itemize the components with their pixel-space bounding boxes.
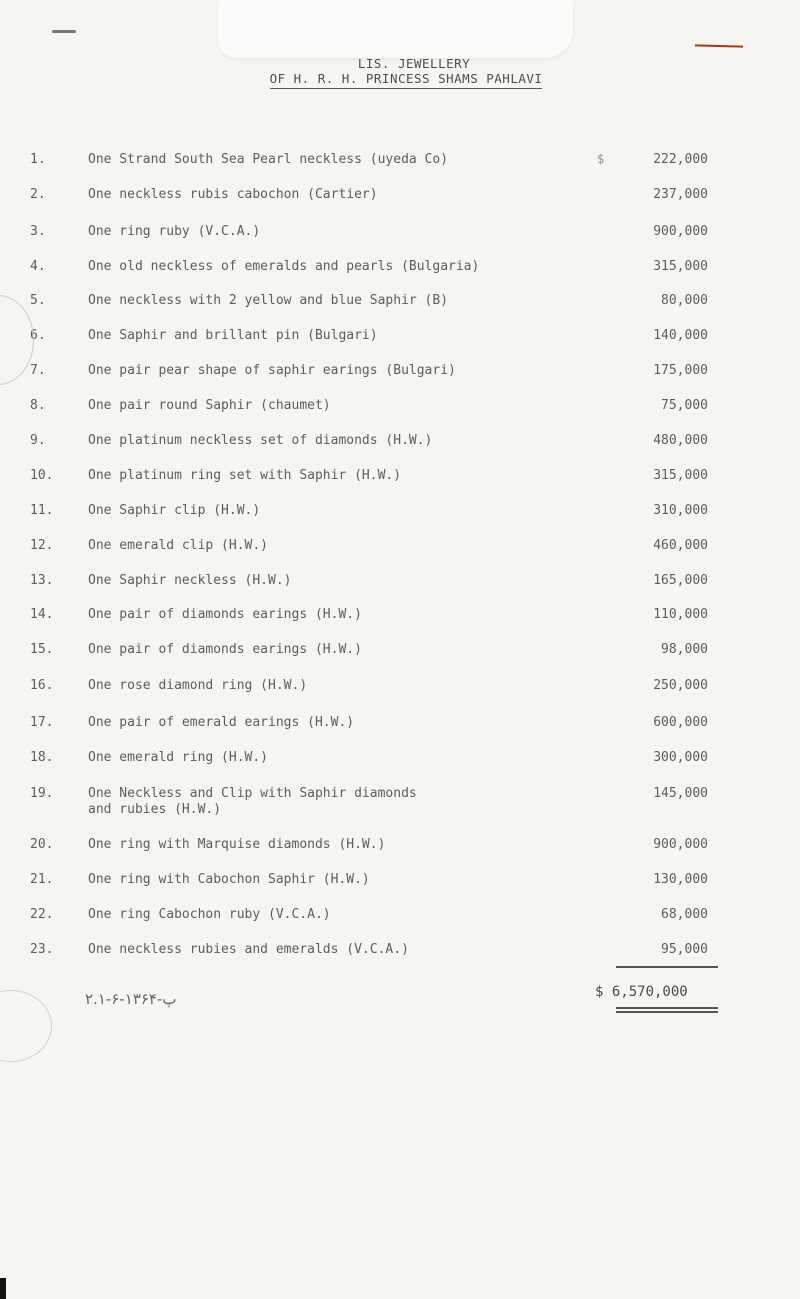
item-value: 237,000 [653, 187, 708, 202]
item-value: 80,000 [661, 293, 708, 308]
item-number: 2. [30, 187, 46, 202]
item-number: 23. [30, 942, 54, 957]
document-title-underlined: OF H. R. H. PRINCESS SHAMS PAHLAVI [270, 71, 543, 89]
item-value: 165,000 [653, 573, 708, 588]
item-value: 315,000 [653, 468, 708, 483]
item-value: 98,000 [661, 642, 708, 657]
item-description: One Saphir neckless (H.W.) [88, 573, 292, 588]
item-value: 310,000 [653, 503, 708, 518]
item-number: 21. [30, 872, 54, 887]
item-description: One emerald clip (H.W.) [88, 538, 269, 553]
punch-hole-mark [0, 295, 34, 385]
item-value: 315,000 [653, 259, 708, 274]
item-description: One platinum neckless set of diamonds (H.W.) [88, 433, 433, 448]
item-description: One Saphir and brillant pin (Bulgari) [88, 328, 378, 343]
item-number: 1. [30, 152, 46, 167]
item-value: 250,000 [653, 678, 708, 693]
item-description: One Saphir clip (H.W.) [88, 503, 261, 518]
item-description: One rose diamond ring (H.W.) [88, 678, 308, 693]
item-value: 75,000 [661, 398, 708, 413]
item-number: 14. [30, 607, 54, 622]
item-number: 10. [30, 468, 54, 483]
item-number: 18. [30, 750, 54, 765]
item-number: 12. [30, 538, 54, 553]
item-number: 8. [30, 398, 46, 413]
total-double-rule-1 [616, 1007, 718, 1009]
item-description: One pair of diamonds earings (H.W.) [88, 607, 362, 622]
item-number: 17. [30, 715, 54, 730]
item-number: 11. [30, 503, 54, 518]
grand-total: $ 6,570,000 [595, 984, 688, 1000]
item-description: One pair of emerald earings (H.W.) [88, 715, 355, 730]
item-description: One ring with Marquise diamonds (H.W.) [88, 837, 386, 852]
item-value: 300,000 [653, 750, 708, 765]
item-number: 9. [30, 433, 46, 448]
item-number: 15. [30, 642, 54, 657]
item-value: 110,000 [653, 607, 708, 622]
item-description: One neckless rubis cabochon (Cartier) [88, 187, 378, 202]
item-description: One Strand South Sea Pearl neckless (uyeda Co) [88, 152, 449, 167]
document-title-line1: LIS. JEWELLERY [357, 56, 471, 71]
item-description: One Neckless and Clip with Saphir diamonds and rubies (H.W.) [88, 786, 417, 817]
item-number: 3. [30, 224, 46, 239]
document-title-line2 [6, 71, 800, 86]
item-number: 13. [30, 573, 54, 588]
item-description: One pair round Saphir (chaumet) [88, 398, 331, 413]
item-number: 20. [30, 837, 54, 852]
item-description: One neckless with 2 yellow and blue Saphir (B) [88, 293, 449, 308]
item-number: 7. [30, 363, 46, 378]
item-number: 6. [30, 328, 46, 343]
scan-edge-mark [0, 1278, 6, 1299]
punch-hole-mark [0, 990, 52, 1062]
subtotal-rule [616, 966, 718, 968]
item-value: 900,000 [653, 837, 708, 852]
item-description: One ring Cabochon ruby (V.C.A.) [88, 907, 331, 922]
item-value: 600,000 [653, 715, 708, 730]
item-value: 130,000 [653, 872, 708, 887]
handwritten-reference-note: ۲.۱-۶-۱۳۶۴-پ [85, 990, 177, 1008]
item-description: One ring with Cabochon Saphir (H.W.) [88, 872, 370, 887]
item-value: 460,000 [653, 538, 708, 553]
item-number: 5. [30, 293, 46, 308]
item-description: One pair of diamonds earings (H.W.) [88, 642, 362, 657]
total-double-rule-2 [616, 1011, 718, 1013]
red-pen-mark [695, 44, 743, 47]
item-description: One neckless rubies and emeralds (V.C.A.) [88, 942, 409, 957]
item-value: 480,000 [653, 433, 708, 448]
item-value: 140,000 [653, 328, 708, 343]
item-description: One old neckless of emeralds and pearls (Bulgaria) [88, 259, 480, 274]
item-value: 175,000 [653, 363, 708, 378]
item-number: 4. [30, 259, 46, 274]
item-value: 95,000 [661, 942, 708, 957]
item-value: 68,000 [661, 907, 708, 922]
item-description: One ring ruby (V.C.A.) [88, 224, 261, 239]
item-description: One platinum ring set with Saphir (H.W.) [88, 468, 402, 483]
pen-mark [52, 30, 76, 33]
torn-corner [218, 0, 573, 58]
item-value: 222,000 [653, 152, 708, 167]
item-description: One pair pear shape of saphir earings (Bulgari) [88, 363, 456, 378]
item-value: 145,000 [653, 786, 708, 801]
item-number: 16. [30, 678, 54, 693]
item-value: 900,000 [653, 224, 708, 239]
item-number: 22. [30, 907, 54, 922]
currency-mark: $ [597, 152, 605, 166]
item-number: 19. [30, 786, 54, 801]
item-description: One emerald ring (H.W.) [88, 750, 269, 765]
